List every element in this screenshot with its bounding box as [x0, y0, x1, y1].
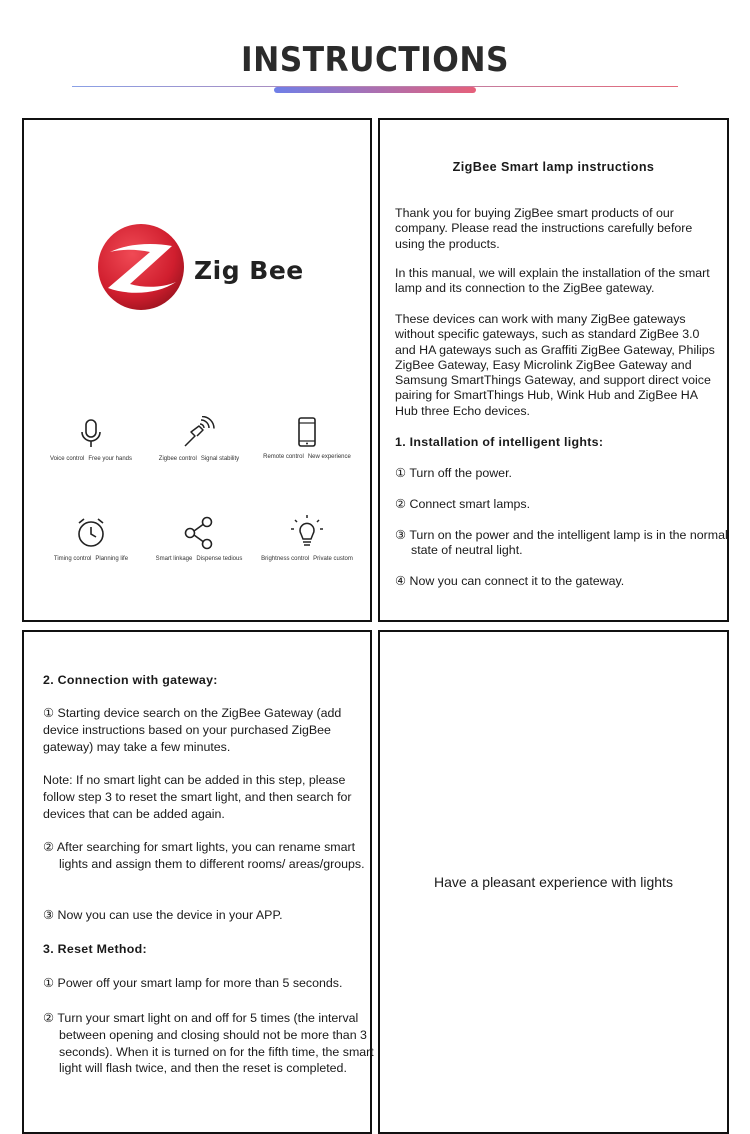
- page-title: INSTRUCTIONS: [241, 40, 509, 80]
- share-icon: [183, 516, 215, 550]
- feature-label: Voice control: [49, 456, 85, 462]
- gateway-note: Note: If no smart light can be added in this step, please follow step 3 to reset the smart light, and then search for devices that can be added again.: [43, 773, 352, 821]
- zigbee-wordmark: Zig Bee: [194, 256, 304, 285]
- feature-voice-control: [36, 418, 146, 462]
- section-3-heading: 3. Reset Method:: [43, 942, 147, 956]
- feature-sublabel: Signal stability: [200, 456, 240, 462]
- install-step-4: ④ Now you can connect it to the gateway.: [395, 574, 625, 588]
- installation-panel: [378, 118, 729, 622]
- feature-label: Zigbee control: [158, 456, 197, 462]
- microphone-icon: [76, 418, 106, 450]
- feature-label: Timing control: [53, 556, 92, 562]
- instructions-heading: ZigBee Smart lamp instructions: [452, 160, 655, 174]
- intro-paragraph-1: Thank you for buying ZigBee smart products of our company. Please read the instructions carefully before using the products.: [395, 206, 693, 251]
- intro-paragraph-2: In this manual, we will explain the installation of the smart lamp and its connection to the ZigBee gateway.: [395, 266, 710, 296]
- feature-brightness-control: [252, 514, 362, 562]
- gateway-step-1: ① Starting device search on the ZigBee Gateway (add device instructions based on your purchased ZigBee gateway) may take a few minutes.: [43, 706, 342, 754]
- reset-step-2: ② Turn your smart light on and off for 5 times (the interval between opening and closing should not be more than 3 seconds). When it is turned on for the fifth time, the smart light will flash twice, and then the reset is completed.: [43, 1011, 374, 1076]
- title-accent-bar: [274, 87, 476, 93]
- logo-features-panel: [22, 118, 372, 622]
- feature-label: Remote control: [263, 454, 304, 460]
- gateway-step-3: ③ Now you can use the device in your APP.: [43, 908, 283, 922]
- feature-sublabel: Private custom: [313, 556, 353, 562]
- feature-label: Brightness control: [261, 556, 310, 562]
- feature-timing-control: [36, 516, 146, 562]
- signal-hand-icon: [181, 416, 217, 450]
- install-step-3: ③ Turn on the power and the intelligent lamp is in the normal state of neutral light.: [395, 528, 728, 558]
- feature-smart-linkage: [144, 516, 254, 562]
- install-step-2: ② Connect smart lamps.: [395, 497, 531, 511]
- feature-label: Smart linkage: [155, 556, 193, 562]
- feature-sublabel: Planning life: [95, 556, 129, 562]
- phone-icon: [297, 416, 317, 448]
- reset-step-1: ① Power off your smart lamp for more than 5 seconds.: [43, 976, 343, 990]
- alarm-clock-icon: [76, 516, 106, 550]
- feature-sublabel: New experience: [307, 454, 351, 460]
- install-step-1: ① Turn off the power.: [395, 466, 512, 480]
- feature-sublabel: Free your hands: [88, 456, 133, 462]
- zigbee-logo-icon: [96, 222, 186, 312]
- section-2-heading: 2. Connection with gateway:: [43, 673, 218, 687]
- gateway-step-2: ② After searching for smart lights, you can rename smart lights and assign them to different rooms/ areas/groups.: [43, 840, 365, 871]
- gateway-reset-panel: [22, 630, 372, 1134]
- section-1-heading: 1. Installation of intelligent lights:: [395, 435, 604, 449]
- closing-message: Have a pleasant experience with lights: [434, 874, 673, 890]
- feature-sublabel: Dispense tedious: [196, 556, 243, 562]
- feature-zigbee-control: [144, 416, 254, 462]
- closing-panel: [378, 630, 729, 1134]
- light-bulb-icon: [289, 514, 325, 550]
- intro-paragraph-3: These devices can work with many ZigBee gateways without specific gateways, such as standard ZigBee 3.0 and HA gateways such as Graffiti ZigBee Gateway, Philips ZigBee Gateway, Easy Microlink ZigBee Gateway and Samsung SmartThings Gateway, and support direct voice pairing for SmartThings Hub, Wink Hub and ZigBee HA Hub three Echo devices.: [395, 312, 715, 418]
- feature-remote-control: [252, 416, 362, 460]
